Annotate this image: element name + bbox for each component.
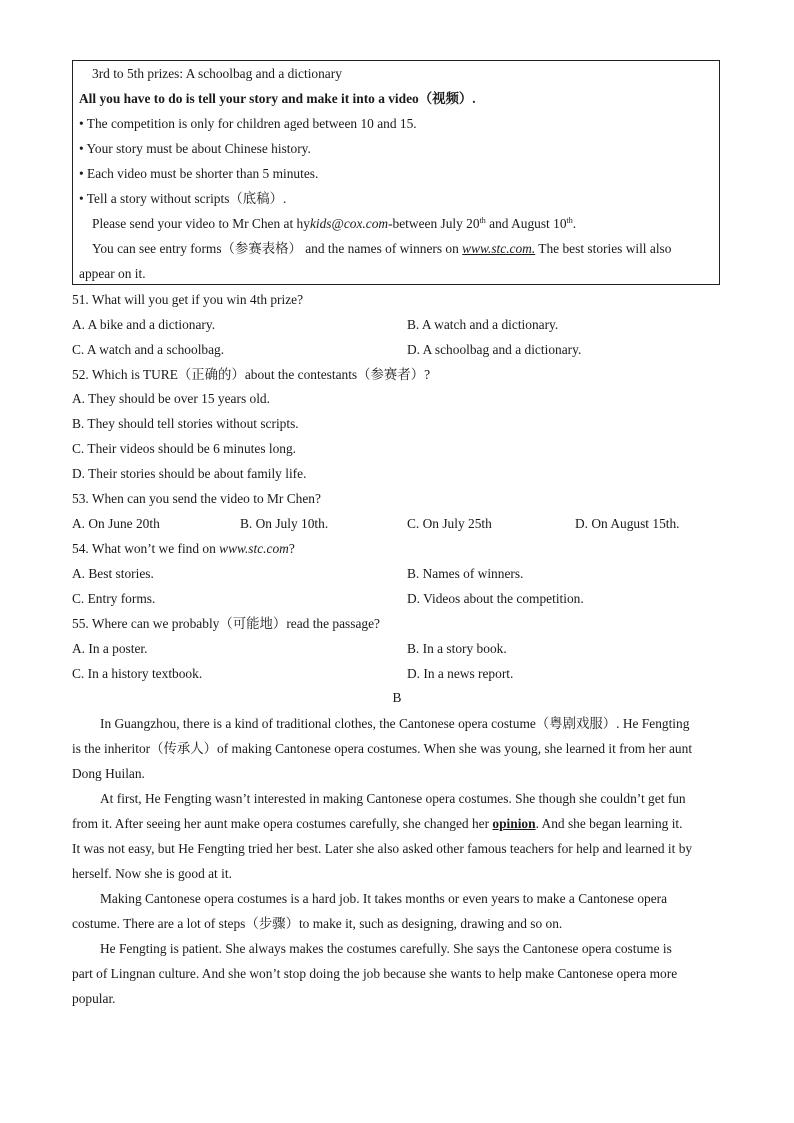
option: D. In a news report. bbox=[407, 666, 514, 681]
text-segment: from it. After seeing her aunt make opera costumes carefully, she changed her bbox=[72, 816, 493, 831]
option: B. On July 10th. bbox=[240, 516, 329, 531]
rule-item: • Tell a story without scripts（底稿）. bbox=[79, 191, 287, 206]
option: B. They should tell stories without scripts. bbox=[72, 416, 299, 431]
entry-suffix: The best stories will also bbox=[535, 241, 672, 256]
option: A. On June 20th bbox=[72, 516, 160, 531]
option: A. Best stories. bbox=[72, 566, 154, 581]
option: B. A watch and a dictionary. bbox=[407, 317, 559, 332]
option: C. On July 25th bbox=[407, 516, 492, 531]
option: D. On August 15th. bbox=[575, 516, 680, 531]
option: A. They should be over 15 years old. bbox=[72, 391, 270, 406]
option: B. In a story book. bbox=[407, 641, 507, 656]
send-end: . bbox=[572, 216, 577, 231]
paragraph-line: herself. Now she is good at it. bbox=[72, 866, 232, 881]
question-53: 53. When can you send the video to Mr Chen? bbox=[72, 491, 321, 506]
option: C. In a history textbook. bbox=[72, 666, 203, 681]
send-mid: -between July 20 bbox=[388, 216, 480, 231]
question-text: 54. What won’t we find on bbox=[72, 541, 220, 556]
question-52: 52. Which is TURE（正确的）about the contestants（参赛者）? bbox=[72, 367, 431, 382]
entry-line-2: appear on it. bbox=[79, 266, 146, 281]
paragraph-line: In Guangzhou, there is a kind of traditional clothes, the Cantonese opera costume（粤剧戏服）. He Fengting bbox=[100, 716, 690, 731]
paragraph-line: popular. bbox=[72, 991, 116, 1006]
entry-line bbox=[92, 241, 671, 257]
option: D. A schoolbag and a dictionary. bbox=[407, 342, 582, 357]
paragraph-line: costume. There are a lot of steps（步骤）to make it, such as designing, drawing and so on. bbox=[72, 916, 563, 931]
option: B. Names of winners. bbox=[407, 566, 524, 581]
paragraph-line: At first, He Fengting wasn’t interested in making Cantonese opera costumes. She though she couldn’t get fun bbox=[100, 791, 686, 806]
section-b-label: B bbox=[392, 690, 402, 705]
email-address: kids@cox.com bbox=[309, 216, 389, 231]
paragraph-line: It was not easy, but He Fengting tried her best. Later she also asked other famous teachers for help and learned it by bbox=[72, 841, 693, 856]
paragraph-line: part of Lingnan culture. And she won’t stop doing the job because she wants to help make Cantonese opera more bbox=[72, 966, 678, 981]
send-prefix: Please send your video to Mr Chen at hy bbox=[92, 216, 310, 231]
website-link: www.stc.com bbox=[219, 541, 289, 556]
text-segment: . And she began learning it. bbox=[535, 816, 683, 831]
paragraph-line bbox=[72, 816, 683, 832]
option: A. A bike and a dictionary. bbox=[72, 317, 216, 332]
option: D. Their stories should be about family life. bbox=[72, 466, 307, 481]
rule-item: • The competition is only for children aged between 10 and 15. bbox=[79, 116, 417, 131]
highlighted-word: opinion bbox=[492, 816, 536, 831]
paragraph-line: He Fengting is patient. She always makes the costumes carefully. She says the Cantonese opera costume is bbox=[100, 941, 672, 956]
website-link: www.stc.com. bbox=[462, 241, 536, 256]
option: C. Their videos should be 6 minutes long. bbox=[72, 441, 297, 456]
question-mark: ? bbox=[288, 541, 295, 556]
paragraph-line: Dong Huilan. bbox=[72, 766, 145, 781]
option: C. Entry forms. bbox=[72, 591, 156, 606]
rule-item: • Each video must be shorter than 5 minutes. bbox=[79, 166, 319, 181]
send-and: and August 10 bbox=[485, 216, 567, 231]
ordinal-suffix: th bbox=[479, 216, 486, 225]
send-line bbox=[92, 216, 576, 232]
option: C. A watch and a schoolbag. bbox=[72, 342, 225, 357]
option: A. In a poster. bbox=[72, 641, 148, 656]
question-51: 51. What will you get if you win 4th prize? bbox=[72, 292, 304, 307]
task-line: All you have to do is tell your story and make it into a video（视频）. bbox=[79, 91, 476, 106]
paragraph-line: Making Cantonese opera costumes is a hard job. It takes months or even years to make a Cantonese opera bbox=[100, 891, 668, 906]
question-55: 55. Where can we probably（可能地）read the passage? bbox=[72, 616, 380, 631]
paragraph-line: is the inheritor（传承人）of making Cantonese opera costumes. When she was young, she learned it from her aunt bbox=[72, 741, 693, 756]
rule-item: • Your story must be about Chinese history. bbox=[79, 141, 311, 156]
option: D. Videos about the competition. bbox=[407, 591, 584, 606]
ordinal-suffix: th bbox=[566, 216, 573, 225]
entry-prefix: You can see entry forms（参赛表格） and the names of winners on bbox=[92, 241, 463, 256]
question-54 bbox=[72, 541, 295, 557]
prize-line: 3rd to 5th prizes: A schoolbag and a dictionary bbox=[92, 66, 342, 81]
